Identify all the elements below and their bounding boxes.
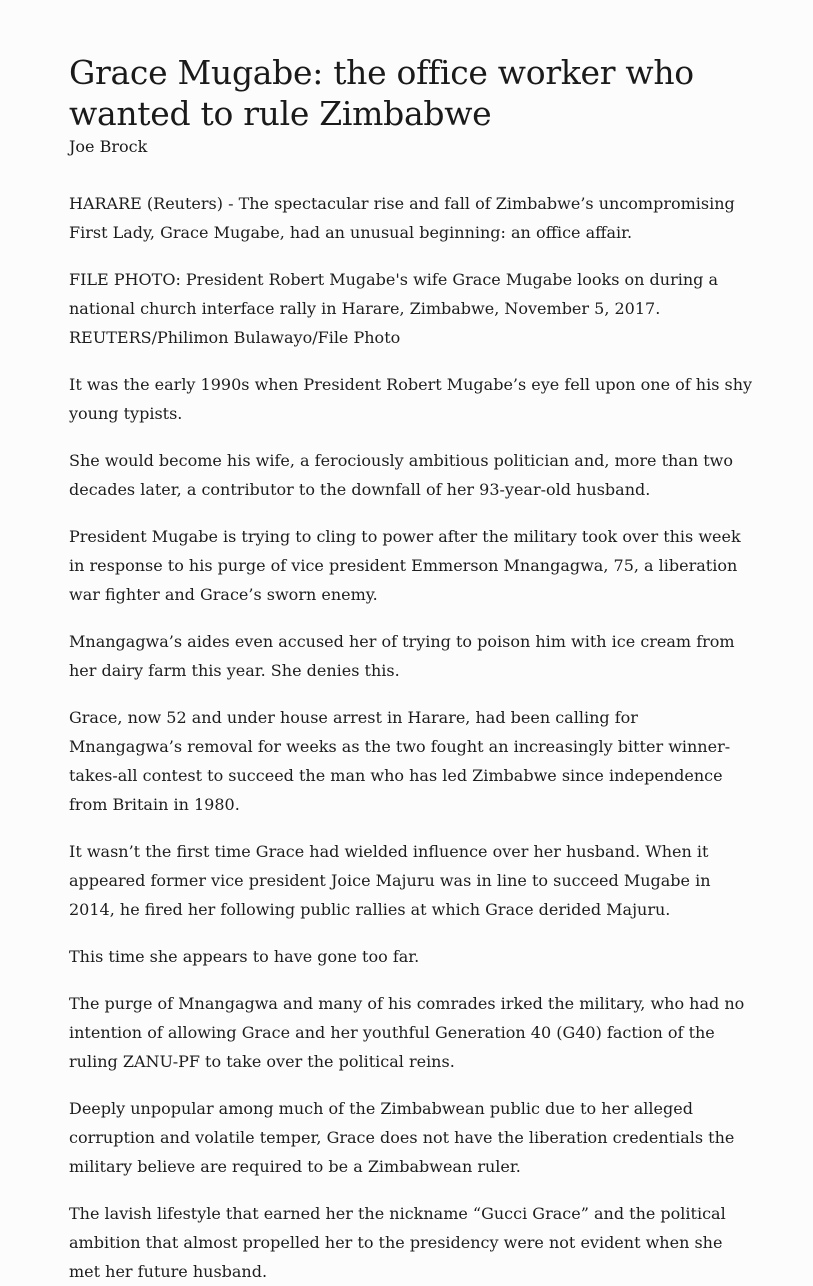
headline: Grace Mugabe: the office worker who wanted to rule Zimbabwe: [69, 53, 694, 133]
paragraph: Mnangagwa’s aides even accused her of trying to poison him with ice cream from her dairy farm this year. She denies this.: [69, 632, 735, 680]
paragraph: This time she appears to have gone too far.: [69, 947, 420, 966]
article-body: [69, 189, 753, 1286]
paragraph: Deeply unpopular among much of the Zimbabwean public due to her alleged corruption and volatile temper, Grace does not have the liberation credentials the military believe are required to be a Zimbabwean ruler.: [69, 1099, 735, 1176]
paragraph: It wasn’t the first time Grace had wielded influence over her husband. When it appeared former vice president Joice Majuru was in line to succeed Mugabe in 2014, he fired her following public rallies at which Grace derided Majuru.: [69, 842, 711, 919]
paragraph: It was the early 1990s when President Robert Mugabe’s eye fell upon one of his shy young typists.: [69, 375, 753, 423]
paragraph: She would become his wife, a ferociously ambitious politician and, more than two decades later, a contributor to the downfall of her 93-year-old husband.: [69, 451, 733, 499]
paragraph: Grace, now 52 and under house arrest in Harare, had been calling for Mnangagwa’s removal for weeks as the two fought an increasingly bitter winner-takes-all contest to succeed the man who has led Zimbabwe since independence from Britain in 1980.: [69, 708, 731, 814]
paragraph: The lavish lifestyle that earned her the nickname “Gucci Grace” and the political ambition that almost propelled her to the presidency were not evident when she met her future husband.: [69, 1204, 726, 1281]
paragraph: HARARE (Reuters) - The spectacular rise and fall of Zimbabwe’s uncompromising First Lady, Grace Mugabe, had an unusual beginning: an office affair.: [69, 194, 735, 242]
photo-caption: FILE PHOTO: President Robert Mugabe's wife Grace Mugabe looks on during a national church interface rally in Harare, Zimbabwe, November 5, 2017. REUTERS/Philimon Bulawayo/File Photo: [69, 270, 719, 347]
byline: Joe Brock: [69, 137, 148, 156]
paragraph: President Mugabe is trying to cling to power after the military took over this week in response to his purge of vice president Emmerson Mnangagwa, 75, a liberation war fighter and Grace’s sworn enemy.: [69, 527, 741, 604]
paragraph: The purge of Mnangagwa and many of his comrades irked the military, who had no intention of allowing Grace and her youthful Generation 40 (G40) faction of the ruling ZANU-PF to take over the political reins.: [69, 994, 745, 1071]
